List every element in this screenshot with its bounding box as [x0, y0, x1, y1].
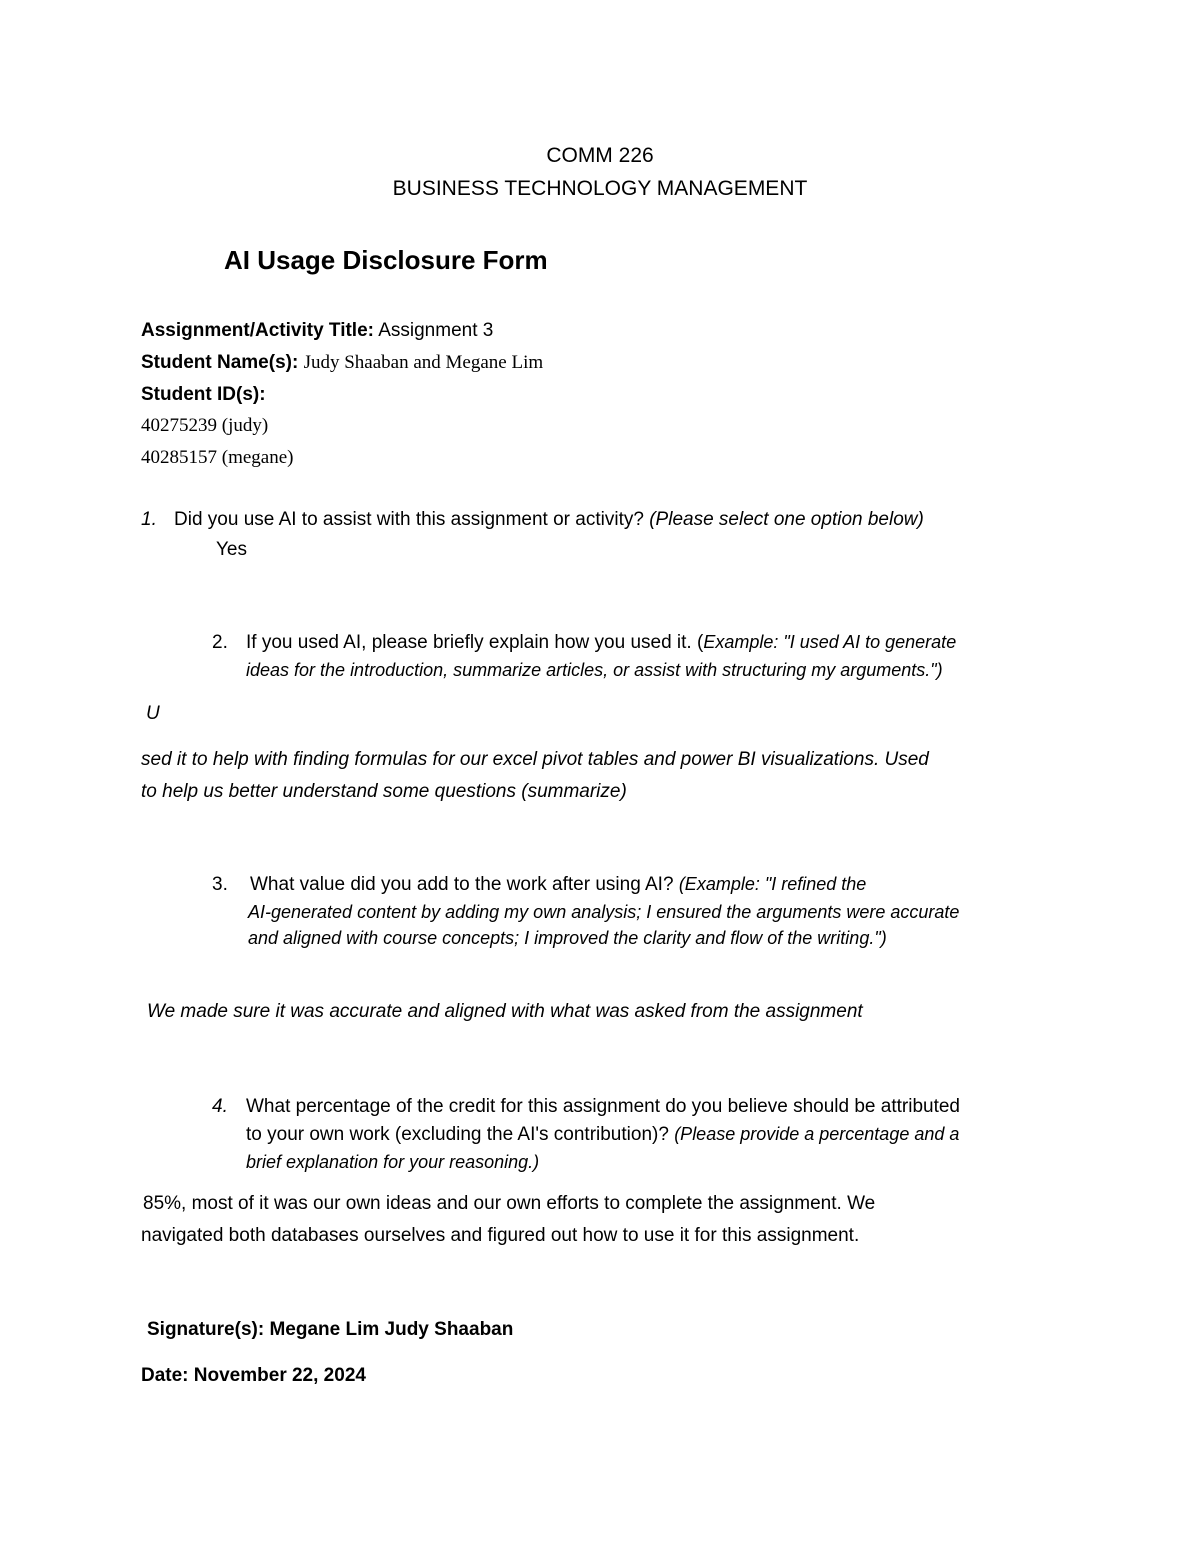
question-2-answer-line: sed it to help with finding formulas for our excel pivot tables and power BI visualizations. Used	[141, 749, 929, 770]
question-1-answer: Yes	[216, 539, 247, 560]
question-2-hint: Example: "I used AI to generate	[703, 632, 957, 652]
question-2-hint-continued: ideas for the introduction, summarize articles, or assist with structuring my arguments.")	[246, 660, 943, 680]
question-1-text: Did you use AI to assist with this assignment or activity?	[174, 509, 644, 530]
question-4-text-continued: to your own work (excluding the AI's contribution)?	[246, 1124, 669, 1145]
student-id-item: 40275239 (judy)	[141, 415, 269, 436]
date-line: Date: November 22, 2024	[141, 1365, 366, 1386]
question-3-hint-continued: and aligned with course concepts; I improved the clarity and flow of the writing.")	[248, 928, 887, 948]
question-4-answer-line: navigated both databases ourselves and figured out how to use it for this assignment.	[141, 1225, 860, 1246]
course-code: COMM 226	[546, 144, 654, 167]
form-title: AI Usage Disclosure Form	[224, 245, 548, 275]
question-2-answer-line: U	[146, 703, 160, 724]
student-names-line	[141, 352, 543, 374]
question-1-hint: (Please select one option below)	[649, 509, 924, 530]
question-1	[174, 509, 924, 531]
question-3	[250, 874, 866, 896]
question-2	[246, 632, 956, 654]
question-4-answer-line: 85%, most of it was our own ideas and our own efforts to complete the assignment. We	[143, 1193, 876, 1214]
question-1-number: 1.	[141, 509, 157, 530]
student-names-value: Judy Shaaban and Megane Lim	[303, 352, 544, 373]
question-4-text: What percentage of the credit for this assignment do you believe should be attributed	[246, 1096, 960, 1117]
assignment-title-value: Assignment 3	[378, 320, 494, 341]
student-id-item: 40285157 (megane)	[141, 447, 294, 468]
question-2-number: 2.	[212, 632, 228, 653]
question-4-hint-continued: brief explanation for your reasoning.)	[246, 1152, 540, 1172]
question-2-text: If you used AI, please briefly explain how you used it. (	[246, 632, 704, 653]
question-3-hint-continued: AI-generated content by adding my own analysis; I ensured the arguments were accurate	[248, 902, 960, 922]
question-4-hint: (Please provide a percentage and a	[674, 1124, 960, 1144]
student-names-label: Student Name(s):	[141, 352, 299, 373]
course-name: BUSINESS TECHNOLOGY MANAGEMENT	[392, 177, 808, 200]
assignment-title-line	[141, 320, 493, 342]
question-2-answer-line: to help us better understand some questions (summarize)	[141, 781, 627, 802]
question-3-text: What value did you add to the work after using AI?	[250, 874, 674, 895]
question-3-number: 3.	[212, 874, 228, 895]
student-ids-label: Student ID(s):	[141, 384, 266, 405]
question-3-answer: We made sure it was accurate and aligned with what was asked from the assignment	[147, 1001, 863, 1022]
question-4-number: 4.	[212, 1096, 228, 1117]
assignment-title-label: Assignment/Activity Title:	[141, 320, 374, 341]
signature-line: Signature(s): Megane Lim Judy Shaaban	[147, 1319, 514, 1340]
question-3-hint: (Example: "I refined the	[678, 874, 867, 894]
question-4	[246, 1124, 959, 1146]
